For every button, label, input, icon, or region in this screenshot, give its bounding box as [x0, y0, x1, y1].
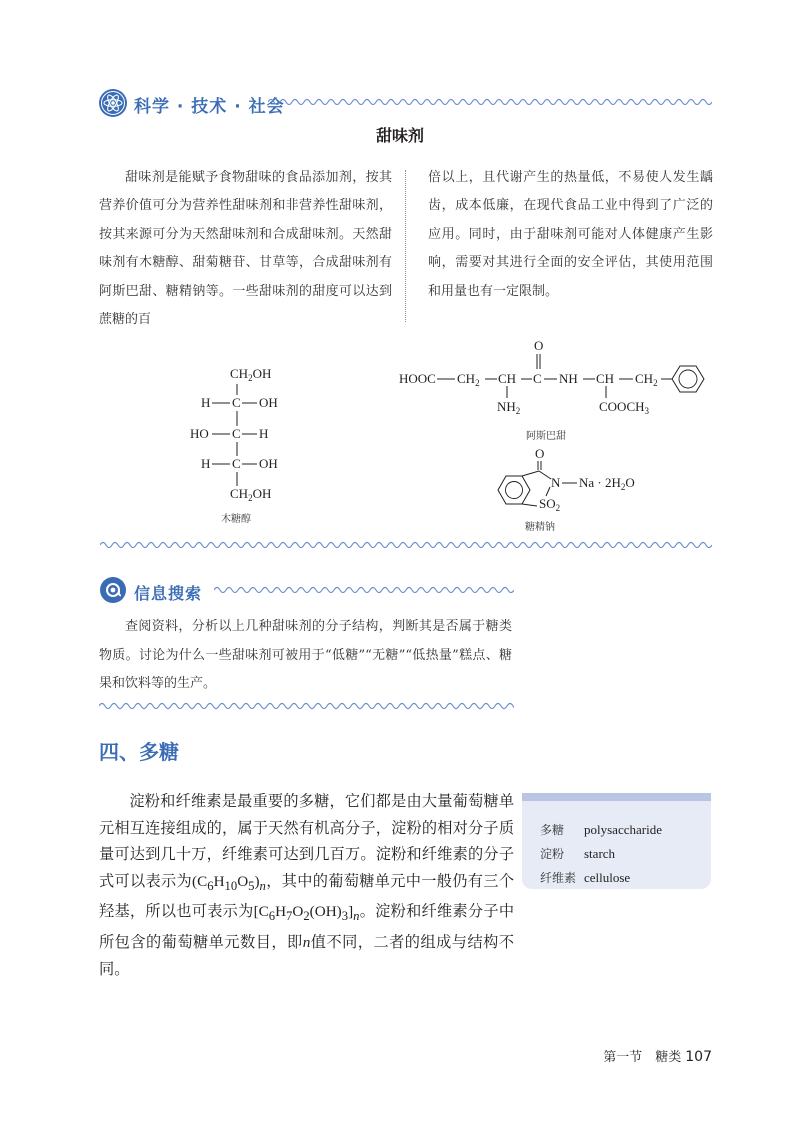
starch-formula-1: $(C_6H_{10}O_5)_n$	[192, 872, 266, 893]
wave-divider	[268, 95, 712, 109]
svg-text:O: O	[534, 340, 544, 353]
svg-text:NH2: $NH_2$	[497, 399, 521, 416]
svg-text:CH2OH: $CH_2OH$	[230, 486, 272, 503]
svg-text:OH: OH	[259, 395, 278, 410]
aspartame-structure	[399, 340, 704, 442]
aspartame-caption: 阿斯巴甜	[526, 431, 566, 442]
svg-text:H: H	[201, 395, 211, 410]
structures-figure	[0, 340, 800, 540]
svg-text:C: C	[232, 456, 241, 471]
page-number: 107	[685, 1049, 712, 1065]
svg-text:CH2: $CH_2$	[635, 371, 658, 388]
info-search-label: 信息搜索	[134, 584, 203, 603]
xylitol-caption: 木糖醇	[221, 514, 251, 525]
svg-text:H: H	[259, 426, 269, 441]
svg-text:C: C	[232, 395, 241, 410]
glossary-box	[522, 793, 711, 889]
svg-text:OH: OH	[259, 456, 278, 471]
svg-text:N: N	[551, 475, 561, 490]
svg-text:CH2OH: $CH_2OH$	[230, 366, 272, 383]
wave-divider	[99, 699, 514, 713]
saccharin-caption: 糖精钠	[525, 522, 555, 533]
starch-formula-2: $[C_6H_7O_2(OH)_3]_n$	[253, 903, 360, 924]
sts-paragraph-left: 甜味剂是能赋予食物甜味的食品添加剂，按其营养价值可分为营养性甜味剂和非营养性甜味剂，按其来源可分为天然甜味剂和合成甜味剂。天然甜味剂有木糖醇、甜菊糖苷、甘草等，合成甜味剂有阿斯巴甜、糖精钠等。一些甜味剂的甜度可以达到蔗糖的百	[99, 170, 392, 328]
page-footer	[520, 1046, 712, 1065]
svg-text:O: O	[535, 446, 545, 461]
svg-text:CH2: $CH_2$	[457, 371, 480, 388]
glossary-item: 淀粉 starch	[540, 846, 616, 861]
saccharin-structure	[498, 446, 635, 533]
svg-text:HO: HO	[190, 426, 209, 441]
xylitol-structure	[190, 366, 278, 525]
glossary-item: 多糖 polysaccharide	[540, 822, 662, 837]
svg-text:NH: NH	[559, 371, 578, 386]
svg-text:SO2: $SO_2$	[539, 496, 561, 513]
sts-box-title: 甜味剂	[375, 126, 424, 145]
svg-text:CH: CH	[596, 371, 615, 386]
svg-text:COOCH3: $COOCH_3$	[599, 399, 650, 416]
section-heading: 四、多糖	[99, 740, 179, 764]
svg-text:C: C	[232, 426, 241, 441]
svg-text:Na · 2H2O: $Na \cdot 2H_2O$	[579, 475, 635, 492]
glossary-item: 纤维素 cellulose	[540, 870, 631, 885]
svg-text:H: H	[201, 456, 211, 471]
svg-text:CH: CH	[498, 371, 517, 386]
footer-section: 第一节 糖类	[603, 1050, 682, 1065]
wave-divider	[214, 583, 514, 597]
at-sign-icon	[99, 576, 127, 604]
svg-text:C: C	[533, 371, 542, 386]
sts-section-label: 科学 · 技术 · 社会	[134, 97, 285, 117]
sts-paragraph-right: 倍以上，且代谢产生的热量低，不易使人发生龋齿，成本低廉，在现代食品工业中得到了广泛的应用。同时，由于甜味剂可能对人体健康产生影响，需要对其进行全面的安全评估，其使用范围和用量也有一定限制。	[428, 170, 713, 299]
atom-icon	[98, 88, 128, 118]
wave-divider	[100, 538, 712, 552]
column-divider	[405, 170, 406, 322]
svg-text:HOOC: HOOC	[399, 371, 436, 386]
info-search-text: 查阅资料，分析以上几种甜味剂的分子结构，判断其是否属于糖类物质。讨论为什么一些甜味剂可被用于“低糖”“无糖”“低热量”糕点、糖果和饮料等的生产。	[99, 619, 512, 691]
polysaccharide-paragraph: 淀粉和纤维素是最重要的多糖，它们都是由大量葡萄糖单元相互连接组成的，属于天然有机高分子，淀粉的相对分子质量可达到几十万，纤维素可达到几百万。淀粉和纤维素的分子式可以表示为$(C_6H_{10}O_5)_n$，其中的葡萄糖单元中一般仍有三个羟基，所以也可表示为$[C_6H_7O_2(OH)_3]_n$。淀粉和纤维素分子中所包含的葡萄糖单元数目，即n值不同，二者的组成与结构不同。	[99, 793, 515, 978]
